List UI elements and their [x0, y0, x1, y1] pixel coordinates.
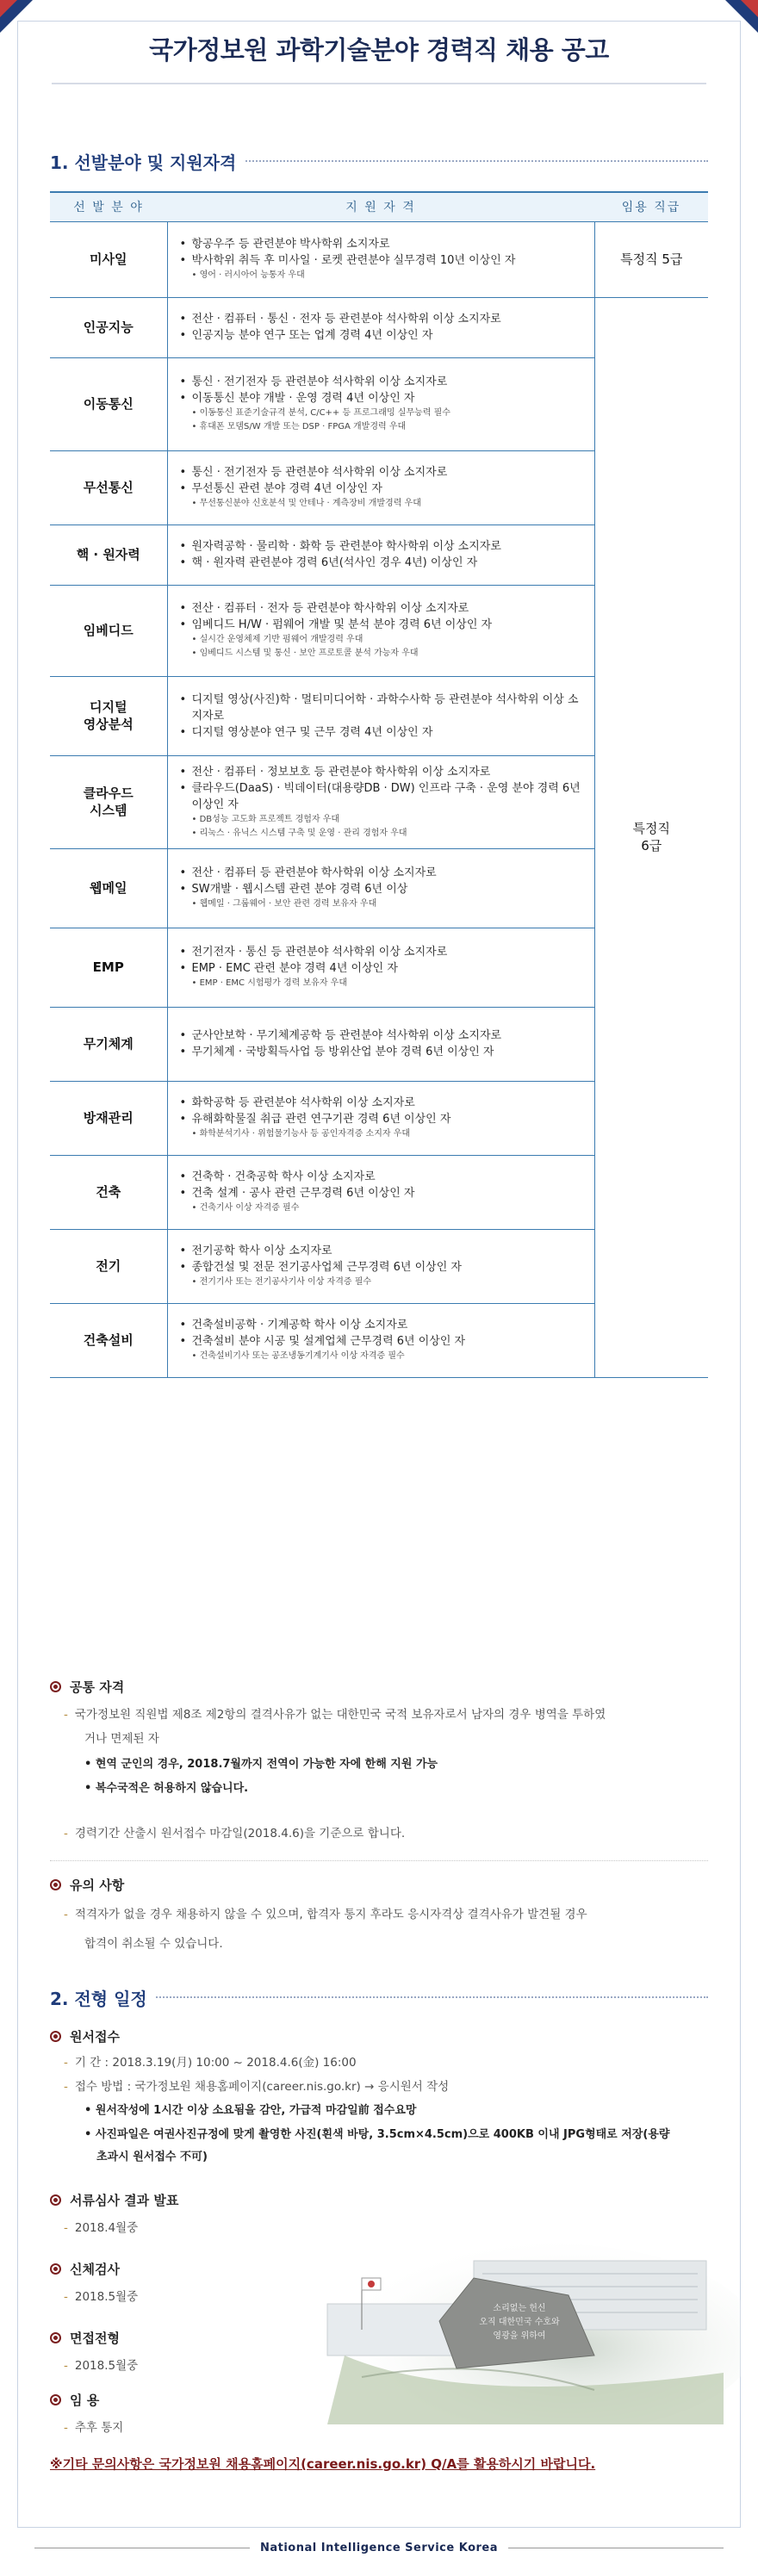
headquarters-illustration: [310, 2226, 741, 2424]
requirement-item: [180, 1259, 586, 1276]
field-name: 핵 · 원자력: [50, 525, 167, 585]
requirements-cell: [167, 1007, 594, 1081]
bullet-icon: •: [179, 466, 187, 479]
requirement-note-text: 이동통신 표준기술규격 분석, C/C++ 등 프로그래밍 실무능력 필수: [199, 408, 450, 418]
bullet-icon: •: [191, 499, 200, 508]
requirement-note: [180, 1201, 586, 1215]
requirement-text: 무선통신 관련 분야 경력 4년 이상인 자: [191, 482, 382, 495]
bullet-icon: •: [191, 422, 200, 431]
requirement-item: [180, 881, 586, 897]
requirement-item: [180, 236, 586, 252]
common-heading-text: 공통 자격: [70, 1679, 125, 1695]
bullet-icon: •: [179, 692, 187, 706]
field-name: 클라우드 시스템: [50, 755, 167, 848]
requirement-note: [180, 977, 586, 990]
requirement-note: [180, 1127, 586, 1141]
requirement-item: [180, 692, 586, 724]
field-name: 무기체계: [50, 1007, 167, 1081]
requirement-text: 무기체계 · 국방획득사업 등 방위산업 분야 경력 6년 이상인 자: [191, 1046, 494, 1058]
corner-ribbon-left-accent: [0, 0, 17, 17]
requirement-note-text: 웹메일 · 그룹웨어 · 보안 관련 경력 보유자 우대: [199, 899, 377, 909]
requirement-note: [180, 407, 586, 420]
common-line1: [64, 1704, 718, 1726]
physical-heading: [50, 2260, 120, 2278]
circle-bullet-icon: [50, 2194, 61, 2206]
circle-bullet-icon: [50, 2031, 61, 2042]
requirement-item: [180, 944, 586, 960]
requirement-text: 건축설비공학 · 기계공학 학사 이상 소지자로: [191, 1319, 408, 1331]
requirement-note-text: 전기기사 또는 전기공사기사 이상 자격증 필수: [199, 1277, 372, 1287]
requirements-cell: [167, 676, 594, 755]
field-name: 이동통신: [50, 357, 167, 450]
field-name: 건축설비: [50, 1303, 167, 1377]
common-line3-text: 경력기간 산출시 원서접수 마감일(2018.4.6)을 기준으로 합니다.: [74, 1827, 406, 1840]
page-title: 국가정보원 과학기술분야 경력직 채용 공고: [149, 35, 609, 65]
requirement-note-text: 건축기사 이상 자격증 필수: [199, 1203, 300, 1213]
requirement-note-text: DB성능 고도화 프로젝트 경험자 우대: [199, 814, 340, 824]
bullet-icon: •: [179, 482, 187, 495]
circle-bullet-icon: [50, 2394, 61, 2405]
bullet-icon: •: [191, 978, 200, 988]
dash-icon: -: [64, 2421, 68, 2435]
bullet-icon: •: [179, 392, 187, 405]
circle-bullet-icon: [50, 2263, 61, 2275]
field-name: 방재관리: [50, 1081, 167, 1155]
bullet-icon: •: [191, 635, 200, 644]
corner-ribbon-right-accent: [741, 0, 758, 17]
requirement-item: [180, 374, 586, 390]
requirement-note: [180, 897, 586, 911]
apply-bullet3: 초과시 원서접수 不可): [96, 2151, 208, 2163]
section2-heading: 2. 전형 일정: [50, 1985, 156, 2010]
bullet-icon: •: [191, 899, 200, 909]
requirement-item: [180, 390, 586, 407]
bullet-icon: •: [191, 1351, 200, 1361]
requirements-cell: [167, 848, 594, 928]
requirement-text: 전산 · 컴퓨터 등 관련분야 학사학위 이상 소지자로: [191, 866, 437, 879]
bullet-icon: •: [179, 1046, 187, 1058]
caution-line1: [64, 1903, 718, 1926]
table-row: [50, 221, 708, 297]
requirements-cell: [167, 357, 594, 450]
apply-period-text: 기 간 : 2018.3.19(月) 10:00 ~ 2018.4.6(金) 16:00: [74, 2056, 357, 2070]
requirement-item: [180, 252, 586, 269]
stone-inscription-3: 영광을 위하여: [493, 2331, 546, 2341]
common-line3: [64, 1822, 405, 1845]
dash-icon: -: [64, 2056, 68, 2070]
bullet-icon: •: [179, 1261, 187, 1274]
requirement-item: [180, 1185, 586, 1201]
footer-org-name: National Intelligence Service Korea: [259, 2542, 499, 2554]
requirement-text: 디지털 영상(사진)학 · 멀티미디어학 · 과학수사학 등 관련분야 석사학위 이상 소지자로: [191, 692, 579, 723]
requirement-note-text: 리눅스 · 유닉스 시스템 구축 및 운영 · 관리 경험자 우대: [199, 828, 407, 838]
requirements-cell: [167, 585, 594, 676]
caution-heading-text: 유의 사항: [70, 1878, 125, 1893]
requirement-note-text: 임베디드 시스템 및 통신 · 보안 프로토콜 분석 가능자 우대: [199, 649, 419, 658]
physical-heading-text: 신체검사: [70, 2262, 120, 2277]
requirement-text: 클라우드(DaaS) · 빅데이터(대용량DB · DW) 인프라 구축 · 운영 분야 경력 6년 이상인 자: [191, 781, 581, 811]
field-name: 웹메일: [50, 848, 167, 928]
appoint-date: [64, 2417, 123, 2439]
requirement-note-text: EMP · EMC 시험평가 경력 보유자 우대: [199, 978, 347, 988]
requirement-text: 통신 · 전기전자 등 관련분야 석사학위 이상 소지자로: [191, 376, 448, 388]
bullet-icon: •: [179, 313, 187, 326]
bullet-icon: •: [179, 254, 187, 267]
common-bullet1: • 현역 군인의 경우, 2018.7월까지 전역이 가능한 자에 한해 지원 가능: [84, 1758, 438, 1771]
interview-heading-text: 면접전형: [70, 2331, 120, 2346]
requirement-note: [180, 420, 586, 434]
requirement-text: 종합건설 및 전문 전기공사업체 근무경력 6년 이상인 자: [191, 1261, 462, 1274]
requirement-text: 핵 · 원자력 관련분야 경력 6년(석사인 경우 4년) 이상인 자: [191, 556, 478, 569]
requirement-text: 인공지능 분야 연구 또는 업계 경력 4년 이상인 자: [191, 329, 433, 342]
apply-method-text: 접수 방법 : 국가정보원 채용홈페이지(career.nis.go.kr) → 응시원서 작성: [74, 2080, 450, 2094]
bullet-icon: •: [191, 270, 200, 280]
interview-date: [64, 2355, 138, 2377]
bullet-icon: •: [191, 408, 200, 418]
requirement-note-text: 건축설비기사 또는 공조냉동기계기사 이상 자격증 필수: [199, 1351, 405, 1361]
requirement-note: [180, 497, 586, 511]
doc-result-date-text: 2018.4월중: [74, 2221, 139, 2235]
dash-icon: -: [64, 2359, 68, 2373]
requirement-text: 건축설비 분야 시공 및 설계업체 근무경력 6년 이상인 자: [191, 1335, 466, 1348]
bullet-icon: •: [179, 962, 187, 975]
interview-date-text: 2018.5월중: [74, 2359, 139, 2373]
requirement-note-text: 영어 · 러시아어 능통자 우대: [199, 270, 305, 280]
appoint-heading-text: 임 용: [70, 2393, 100, 2408]
requirements-cell: [167, 755, 594, 848]
requirement-item: [180, 1243, 586, 1259]
requirement-note-text: 휴대폰 모뎀S/W 개발 또는 DSP · FPGA 개발경력 우대: [199, 422, 407, 431]
requirement-text: 유해화학물질 취급 관련 연구기관 경력 6년 이상인 자: [191, 1113, 451, 1126]
requirement-text: 항공우주 등 관련분야 박사학위 소지자로: [191, 238, 390, 251]
rank-cell-grade6: 특정직 6급: [594, 297, 708, 1377]
requirement-item: [180, 555, 586, 571]
dash-icon: -: [64, 1708, 68, 1722]
bullet-icon: •: [179, 618, 187, 631]
requirement-item: [180, 1111, 586, 1127]
dash-icon: -: [64, 2221, 68, 2235]
bullet-icon: •: [179, 1319, 187, 1331]
apply-method: [64, 2076, 449, 2098]
requirement-note-text: 실시간 운영체제 기반 펌웨어 개발경력 우대: [199, 635, 363, 644]
requirement-note: [180, 1350, 586, 1363]
col-header-field: 선 발 분 야: [50, 192, 167, 221]
field-name: EMP: [50, 928, 167, 1007]
requirements-cell: [167, 525, 594, 585]
apply-heading: [50, 2027, 120, 2045]
dash-icon: -: [64, 1827, 68, 1840]
requirement-item: [180, 1095, 586, 1111]
bullet-icon: •: [179, 866, 187, 879]
requirement-note-text: 화학분석기사 · 위험물기능사 등 공인자격증 소지자 우대: [199, 1129, 411, 1139]
rank-cell-grade5: 특정직 5급: [594, 221, 708, 297]
bullet-icon: •: [179, 946, 187, 959]
table-row: [50, 297, 708, 357]
bullet-icon: •: [191, 1129, 200, 1139]
requirement-note-text: 무선통신분야 신호분석 및 안테나 · 계측장비 개발경력 우대: [199, 499, 421, 508]
common-bullet2: • 복수국적은 허용하지 않습니다.: [84, 1782, 249, 1795]
requirement-text: EMP · EMC 관련 분야 경력 4년 이상인 자: [191, 962, 398, 975]
doc-result-heading-text: 서류심사 결과 발표: [70, 2193, 179, 2208]
col-header-requirements: 지 원 자 격: [167, 192, 594, 221]
bullet-icon: •: [179, 1029, 187, 1042]
requirement-item: [180, 538, 586, 555]
requirements-cell: [167, 1081, 594, 1155]
bullet-icon: •: [179, 376, 187, 388]
bullet-icon: •: [179, 1096, 187, 1109]
apply-period: [64, 2051, 357, 2074]
requirement-text: 박사학위 취득 후 미사일 · 로켓 관련분야 실무경력 10년 이상인 자: [191, 254, 516, 267]
apply-heading-text: 원서접수: [70, 2029, 120, 2045]
bullet-icon: •: [191, 649, 200, 658]
requirement-text: 건축학 · 건축공학 학사 이상 소지자로: [191, 1170, 376, 1183]
requirement-text: 군사안보학 · 무기체계공학 등 관련분야 석사학위 이상 소지자로: [191, 1029, 502, 1042]
col-header-rank: 임용 직급: [594, 192, 708, 221]
bullet-icon: •: [179, 883, 187, 896]
requirement-note: [180, 269, 586, 282]
dash-icon: -: [64, 1908, 68, 1921]
requirement-item: [180, 1027, 586, 1044]
qualification-table-body: [50, 221, 708, 1377]
field-name: 임베디드: [50, 585, 167, 676]
requirement-item: [180, 724, 586, 741]
requirement-item: [180, 311, 586, 327]
bullet-icon: •: [191, 814, 200, 824]
requirement-note: [180, 647, 586, 661]
requirements-cell: [167, 1155, 594, 1229]
field-name: 전기: [50, 1229, 167, 1303]
bullet-icon: •: [191, 828, 200, 838]
requirement-item: [180, 1044, 586, 1060]
bullet-icon: •: [179, 765, 187, 779]
bullet-icon: •: [179, 1170, 187, 1183]
circle-bullet-icon: [50, 1879, 61, 1890]
common-heading: [50, 1678, 124, 1696]
requirement-text: 전산 · 컴퓨터 · 전자 등 관련분야 학사학위 이상 소지자로: [191, 602, 469, 615]
stone-inscription-2: 오직 대한민국 수호와: [479, 2318, 560, 2327]
requirement-item: [180, 865, 586, 881]
field-name: 무선통신: [50, 450, 167, 525]
bullet-icon: •: [179, 1245, 187, 1257]
requirement-item: [180, 960, 586, 977]
requirements-cell: [167, 450, 594, 525]
requirements-cell: [167, 1229, 594, 1303]
section1-heading: 1. 선발분야 및 지원자격: [50, 149, 245, 174]
apply-bullet1: • 원서작성에 1시간 이상 소요됨을 감안, 가급적 마감일前 접수요망: [84, 2104, 417, 2117]
divider: [50, 1860, 708, 1861]
caution-line2: 합격이 취소될 수 있습니다.: [84, 1937, 223, 1951]
bullet-icon: •: [179, 1335, 187, 1348]
title-divider: [52, 83, 706, 84]
requirement-text: 디지털 영상분야 연구 및 근무 경력 4년 이상인 자: [191, 725, 433, 739]
requirement-item: [180, 1169, 586, 1185]
caution-line1-text: 적격자가 없을 경우 채용하지 않을 수 있으며, 합격자 통지 후라도 응시자격상 결격사유가 발견될 경우: [74, 1908, 587, 1921]
bullet-icon: •: [179, 725, 187, 739]
requirement-text: 임베디드 H/W · 펌웨어 개발 및 분석 분야 경력 6년 이상인 자: [191, 618, 493, 631]
stone-inscription-1: 소리없는 헌신: [493, 2304, 546, 2313]
requirement-text: 건축 설계 · 공사 관련 근무경력 6년 이상인 자: [191, 1187, 415, 1200]
bullet-icon: •: [179, 329, 187, 342]
requirement-item: [180, 327, 586, 344]
dash-icon: -: [64, 2290, 68, 2304]
closing-notice: ※기타 문의사항은 국가정보원 채용홈페이지(career.nis.go.kr) Q/A를 활용하시기 바랍니다.: [50, 2456, 596, 2472]
bullet-icon: •: [179, 602, 187, 615]
requirements-cell: [167, 1303, 594, 1377]
bullet-icon: •: [179, 1113, 187, 1126]
requirements-cell: [167, 928, 594, 1007]
requirement-note: [180, 1276, 586, 1289]
requirement-item: [180, 617, 586, 633]
field-name: 건축: [50, 1155, 167, 1229]
bullet-icon: •: [191, 1277, 200, 1287]
bullet-icon: •: [179, 238, 187, 251]
circle-bullet-icon: [50, 1681, 61, 1692]
appoint-date-text: 추후 통지: [74, 2421, 124, 2435]
requirement-text: 전산 · 컴퓨터 · 통신 · 전자 등 관련분야 석사학위 이상 소지자로: [191, 313, 501, 326]
requirement-text: 전기전자 · 통신 등 관련분야 석사학위 이상 소지자로: [191, 946, 448, 959]
common-line1-text: 국가정보원 직원법 제8조 제2항의 결격사유가 없는 대한민국 국적 보유자로서 남자의 경우 병역을 투하였: [74, 1708, 606, 1722]
qualification-table: [50, 191, 708, 1378]
requirement-text: SW개발 · 웹시스템 관련 분야 경력 6년 이상: [191, 883, 408, 896]
requirement-item: [180, 481, 586, 497]
field-name: 디지털 영상분석: [50, 676, 167, 755]
caution-heading: [50, 1876, 124, 1894]
doc-result-date: [64, 2217, 138, 2239]
requirement-text: 화학공학 등 관련분야 석사학위 이상 소지자로: [191, 1096, 415, 1109]
dash-icon: -: [64, 2080, 68, 2094]
appoint-heading: [50, 2391, 99, 2409]
requirement-text: 전산 · 컴퓨터 · 정보보호 등 관련분야 학사학위 이상 소지자로: [191, 765, 491, 779]
requirement-item: [180, 464, 586, 481]
interview-heading: [50, 2329, 120, 2347]
common-line2: 거나 면제된 자: [84, 1732, 159, 1746]
circle-bullet-icon: [50, 2332, 61, 2343]
requirement-text: 전기공학 학사 이상 소지자로: [191, 1245, 332, 1257]
apply-bullet2: • 사진파일은 여권사진규정에 맞게 촬영한 사진(흰색 바탕, 3.5cm×4.5cm)으로 400KB 이내 JPG형태로 저장(용량: [84, 2128, 670, 2141]
requirement-note: [180, 813, 586, 827]
bullet-icon: •: [191, 1203, 200, 1213]
requirement-item: [180, 1317, 586, 1333]
bullet-icon: •: [179, 781, 187, 795]
requirement-text: 통신 · 전기전자 등 관련분야 석사학위 이상 소지자로: [191, 466, 448, 479]
field-name: 미사일: [50, 221, 167, 297]
requirements-cell: [167, 297, 594, 357]
requirement-text: 원자력공학 · 물리학 · 화학 등 관련분야 학사학위 이상 소지자로: [191, 540, 501, 553]
requirement-note: [180, 633, 586, 647]
field-name: 인공지능: [50, 297, 167, 357]
bullet-icon: •: [179, 1187, 187, 1200]
doc-result-heading: [50, 2191, 178, 2209]
requirement-note: [180, 827, 586, 841]
requirement-text: 이동통신 분야 개발 · 운영 경력 4년 이상인 자: [191, 392, 415, 405]
physical-date: [64, 2286, 138, 2308]
requirement-item: [180, 764, 586, 780]
bullet-icon: •: [179, 556, 187, 569]
physical-date-text: 2018.5월중: [74, 2290, 139, 2304]
bullet-icon: •: [179, 540, 187, 553]
requirement-item: [180, 1333, 586, 1350]
requirement-item: [180, 780, 586, 813]
requirements-cell: [167, 221, 594, 297]
requirement-item: [180, 600, 586, 617]
